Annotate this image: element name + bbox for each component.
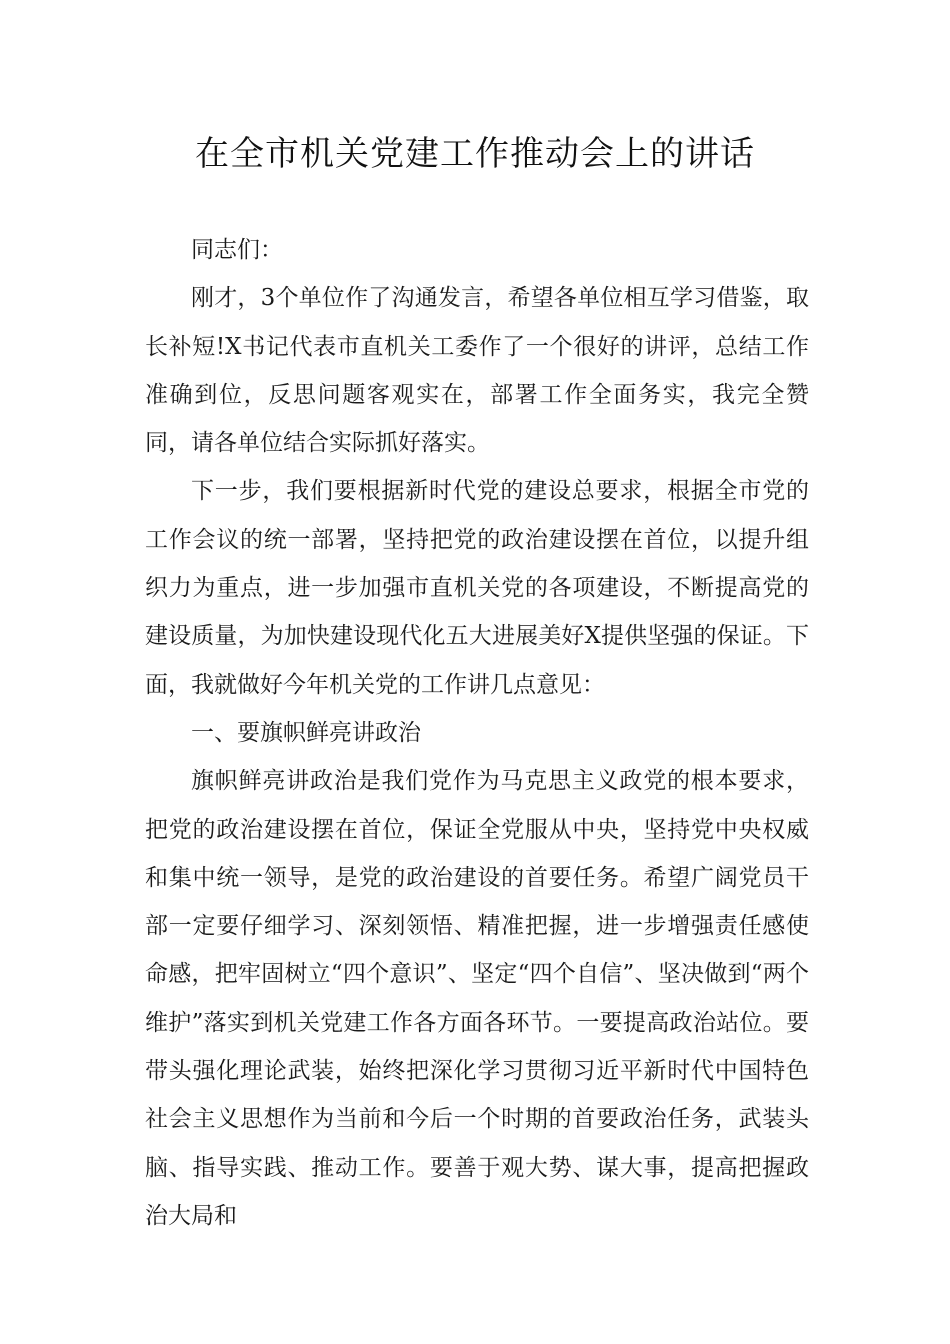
salutation-paragraph: 同志们：	[191, 237, 283, 263]
document-body	[145, 226, 809, 1240]
body-paragraph: 下一步，我们要根据新时代党的建设总要求，根据全市党的工作会议的统一部署，坚持把党的政治建设摆在首位，以提升组织力为重点，进一步加强市直机关党的各项建设，不断提高党的建设质量，为加快建设现代化五大进展美好X提供坚强的保证。下面，我就做好今年机关党的工作讲几点意见：	[145, 478, 809, 698]
document-title: 在全市机关党建工作推动会上的讲话	[195, 134, 755, 174]
body-paragraph: 旗帜鲜亮讲政治是我们党作为马克思主义政党的根本要求，把党的政治建设摆在首位，保证全党服从中央，坚持党中央权威和集中统一领导，是党的政治建设的首要任务。希望广阔党员干部一定要仔细学习、深刻领悟、精准把握，进一步增强责任感使命感，把牢固树立“四个意识”、坚定“四个自信”、坚决做到“两个维护”落实到机关党建工作各方面各环节。一要提高政治站位。要带头强化理论武装，始终把深化学习贯彻习近平新时代中国特色社会主义思想作为当前和今后一个时期的首要政治任务，武装头脑、指导实践、推动工作。要善于观大势、谋大事，提高把握政治大局和	[145, 768, 809, 1229]
body-paragraph: 刚才，3个单位作了沟通发言，希望各单位相互学习借鉴，取长补短!X书记代表市直机关工委作了一个很好的讲评，总结工作准确到位，反思问题客观实在，部署工作全面务实，我完全赞同，请各单位结合实际抓好落实。	[145, 285, 809, 457]
section-heading: 一、要旗帜鲜亮讲政治	[191, 719, 421, 746]
